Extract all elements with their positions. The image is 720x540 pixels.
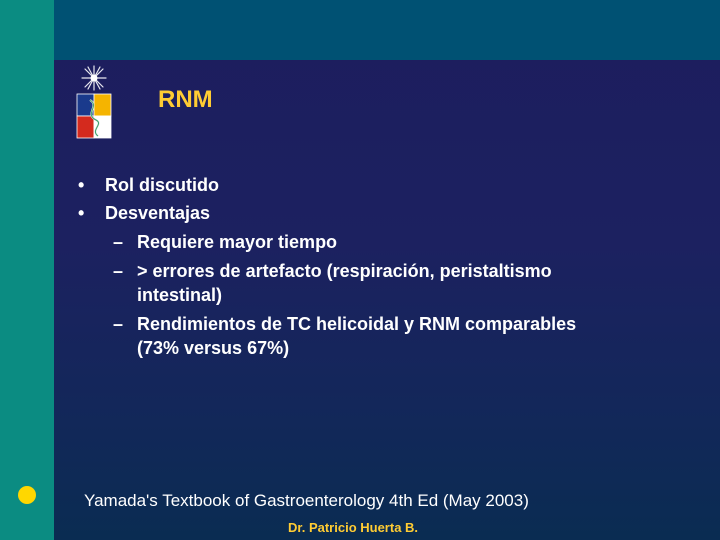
sub-bullet-mark: – — [113, 261, 124, 281]
author-name: Dr. Patricio Huerta B. — [288, 520, 419, 535]
sub-bullet-line: Rendimientos de TC helicoidal y RNM comparables — [137, 314, 577, 334]
sub-bullet-text: Requiere mayor tiempo — [137, 232, 338, 252]
yellow-dot-icon — [18, 486, 36, 504]
sub-bullet-line: intestinal) — [137, 285, 223, 305]
bullet-mark: • — [78, 175, 85, 195]
top-accent-bar — [54, 0, 720, 60]
sub-bullet-mark: – — [113, 232, 124, 252]
slide-title: RNM — [158, 86, 213, 113]
sub-bullet-text — [137, 259, 657, 307]
university-crest-icon — [72, 64, 116, 142]
bullet-text: Desventajas — [105, 203, 211, 223]
bullet-text: Rol discutido — [105, 175, 219, 195]
reference-citation: Yamada's Textbook of Gastroenterology 4th Ed (May 2003) — [84, 491, 529, 510]
left-accent-bar — [0, 0, 54, 540]
sub-bullet-line: (73% versus 67%) — [137, 338, 290, 358]
sub-bullet-text — [137, 312, 657, 360]
sub-bullet-mark: – — [113, 314, 124, 334]
sub-bullet-line: > errores de artefacto (respiración, peristaltismo — [137, 261, 552, 281]
bullet-mark: • — [78, 203, 85, 223]
